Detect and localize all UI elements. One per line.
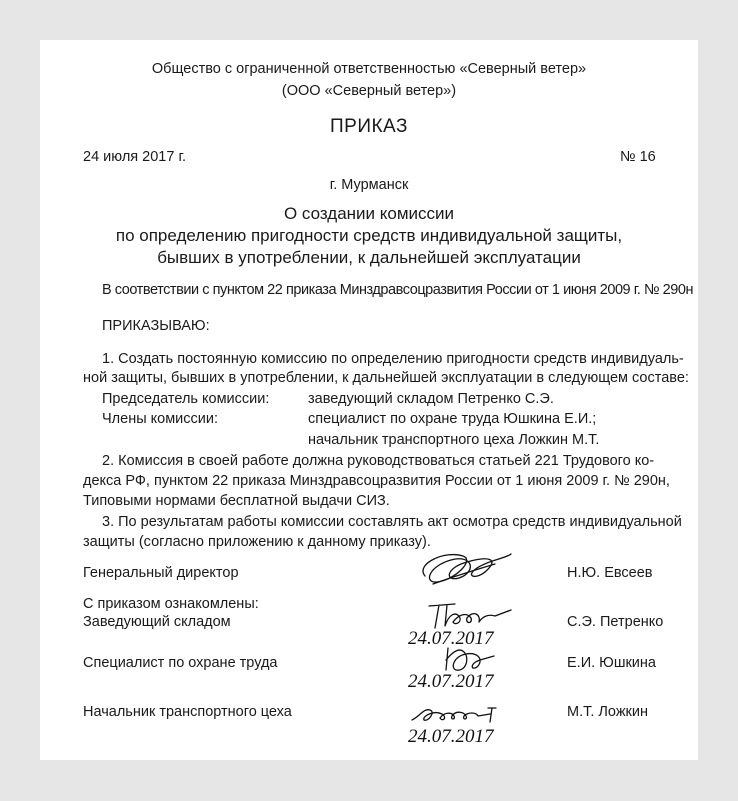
item1-line-2: ной защиты, бывших в употреблении, к дальнейшей эксплуатации в следующем составе: xyxy=(83,370,689,386)
basis-paragraph: В соответствии с пунктом 22 приказа Минздравсоцразвития России от 1 июня 2009 г. № 290н xyxy=(102,282,694,298)
item2-line-3: Типовыми нормами бесплатной выдачи СИЗ. xyxy=(83,493,390,509)
subject-line-1: О создании комиссии xyxy=(283,204,455,223)
document-page xyxy=(40,40,698,760)
subject-line-3: бывших в употреблении, к дальнейшей эксплуатации xyxy=(157,248,581,267)
item1-line-1: 1. Создать постоянную комиссию по определению пригодности средств индивидуаль- xyxy=(102,351,684,367)
acquainted-position: Заведующий складом xyxy=(83,614,231,630)
members-label: Члены комиссии: xyxy=(102,411,219,427)
director-signature xyxy=(415,546,515,590)
document-title: ПРИКАЗ xyxy=(330,116,408,137)
acquainted-date: 24.07.2017 xyxy=(408,628,494,649)
item2-line-2: декса РФ, пунктом 22 приказа Минздравсоцразвития России от 1 июня 2009 г. № 290н, xyxy=(83,473,670,489)
member-1: специалист по охране труда Юшкина Е.И.; xyxy=(308,411,597,427)
item3-line-2: защиты (согласно приложению к данному приказу). xyxy=(83,534,431,550)
acquainted-heading: С приказом ознакомлены: xyxy=(83,596,259,612)
director-name: Н.Ю. Евсеев xyxy=(567,565,653,581)
acquainted-position: Специалист по охране труда xyxy=(83,655,278,671)
member-2: начальник транспортного цеха Ложкин М.Т. xyxy=(308,432,600,448)
item2-line-1: 2. Комиссия в своей работе должна руководствоваться статьей 221 Трудового ко- xyxy=(102,453,655,469)
org-full-name: Общество с ограниченной ответственностью «Северный ветер» xyxy=(151,61,587,77)
acquainted-date: 24.07.2017 xyxy=(408,671,494,692)
order-word: ПРИКАЗЫВАЮ: xyxy=(102,318,210,334)
lozhkin-signature xyxy=(410,700,510,728)
document-date: 24 июля 2017 г. xyxy=(83,149,186,165)
document-number: № 16 xyxy=(620,149,656,165)
acquainted-name: М.Т. Ложкин xyxy=(567,704,648,720)
chair-value: заведующий складом Петренко С.Э. xyxy=(308,391,554,407)
director-position: Генеральный директор xyxy=(83,565,239,581)
acquainted-date: 24.07.2017 xyxy=(408,726,494,747)
acquainted-name: С.Э. Петренко xyxy=(567,614,664,630)
item3-line-1: 3. По результатам работы комиссии составлять акт осмотра средств индивидуальной xyxy=(102,514,682,530)
acquainted-position: Начальник транспортного цеха xyxy=(83,704,292,720)
org-short-name: (ООО «Северный ветер») xyxy=(281,83,457,99)
document-city: г. Мурманск xyxy=(329,177,409,193)
acquainted-name: Е.И. Юшкина xyxy=(567,655,656,671)
chair-label: Председатель комиссии: xyxy=(102,391,270,407)
subject-line-2: по определению пригодности средств индивидуальной защиты, xyxy=(115,226,623,245)
